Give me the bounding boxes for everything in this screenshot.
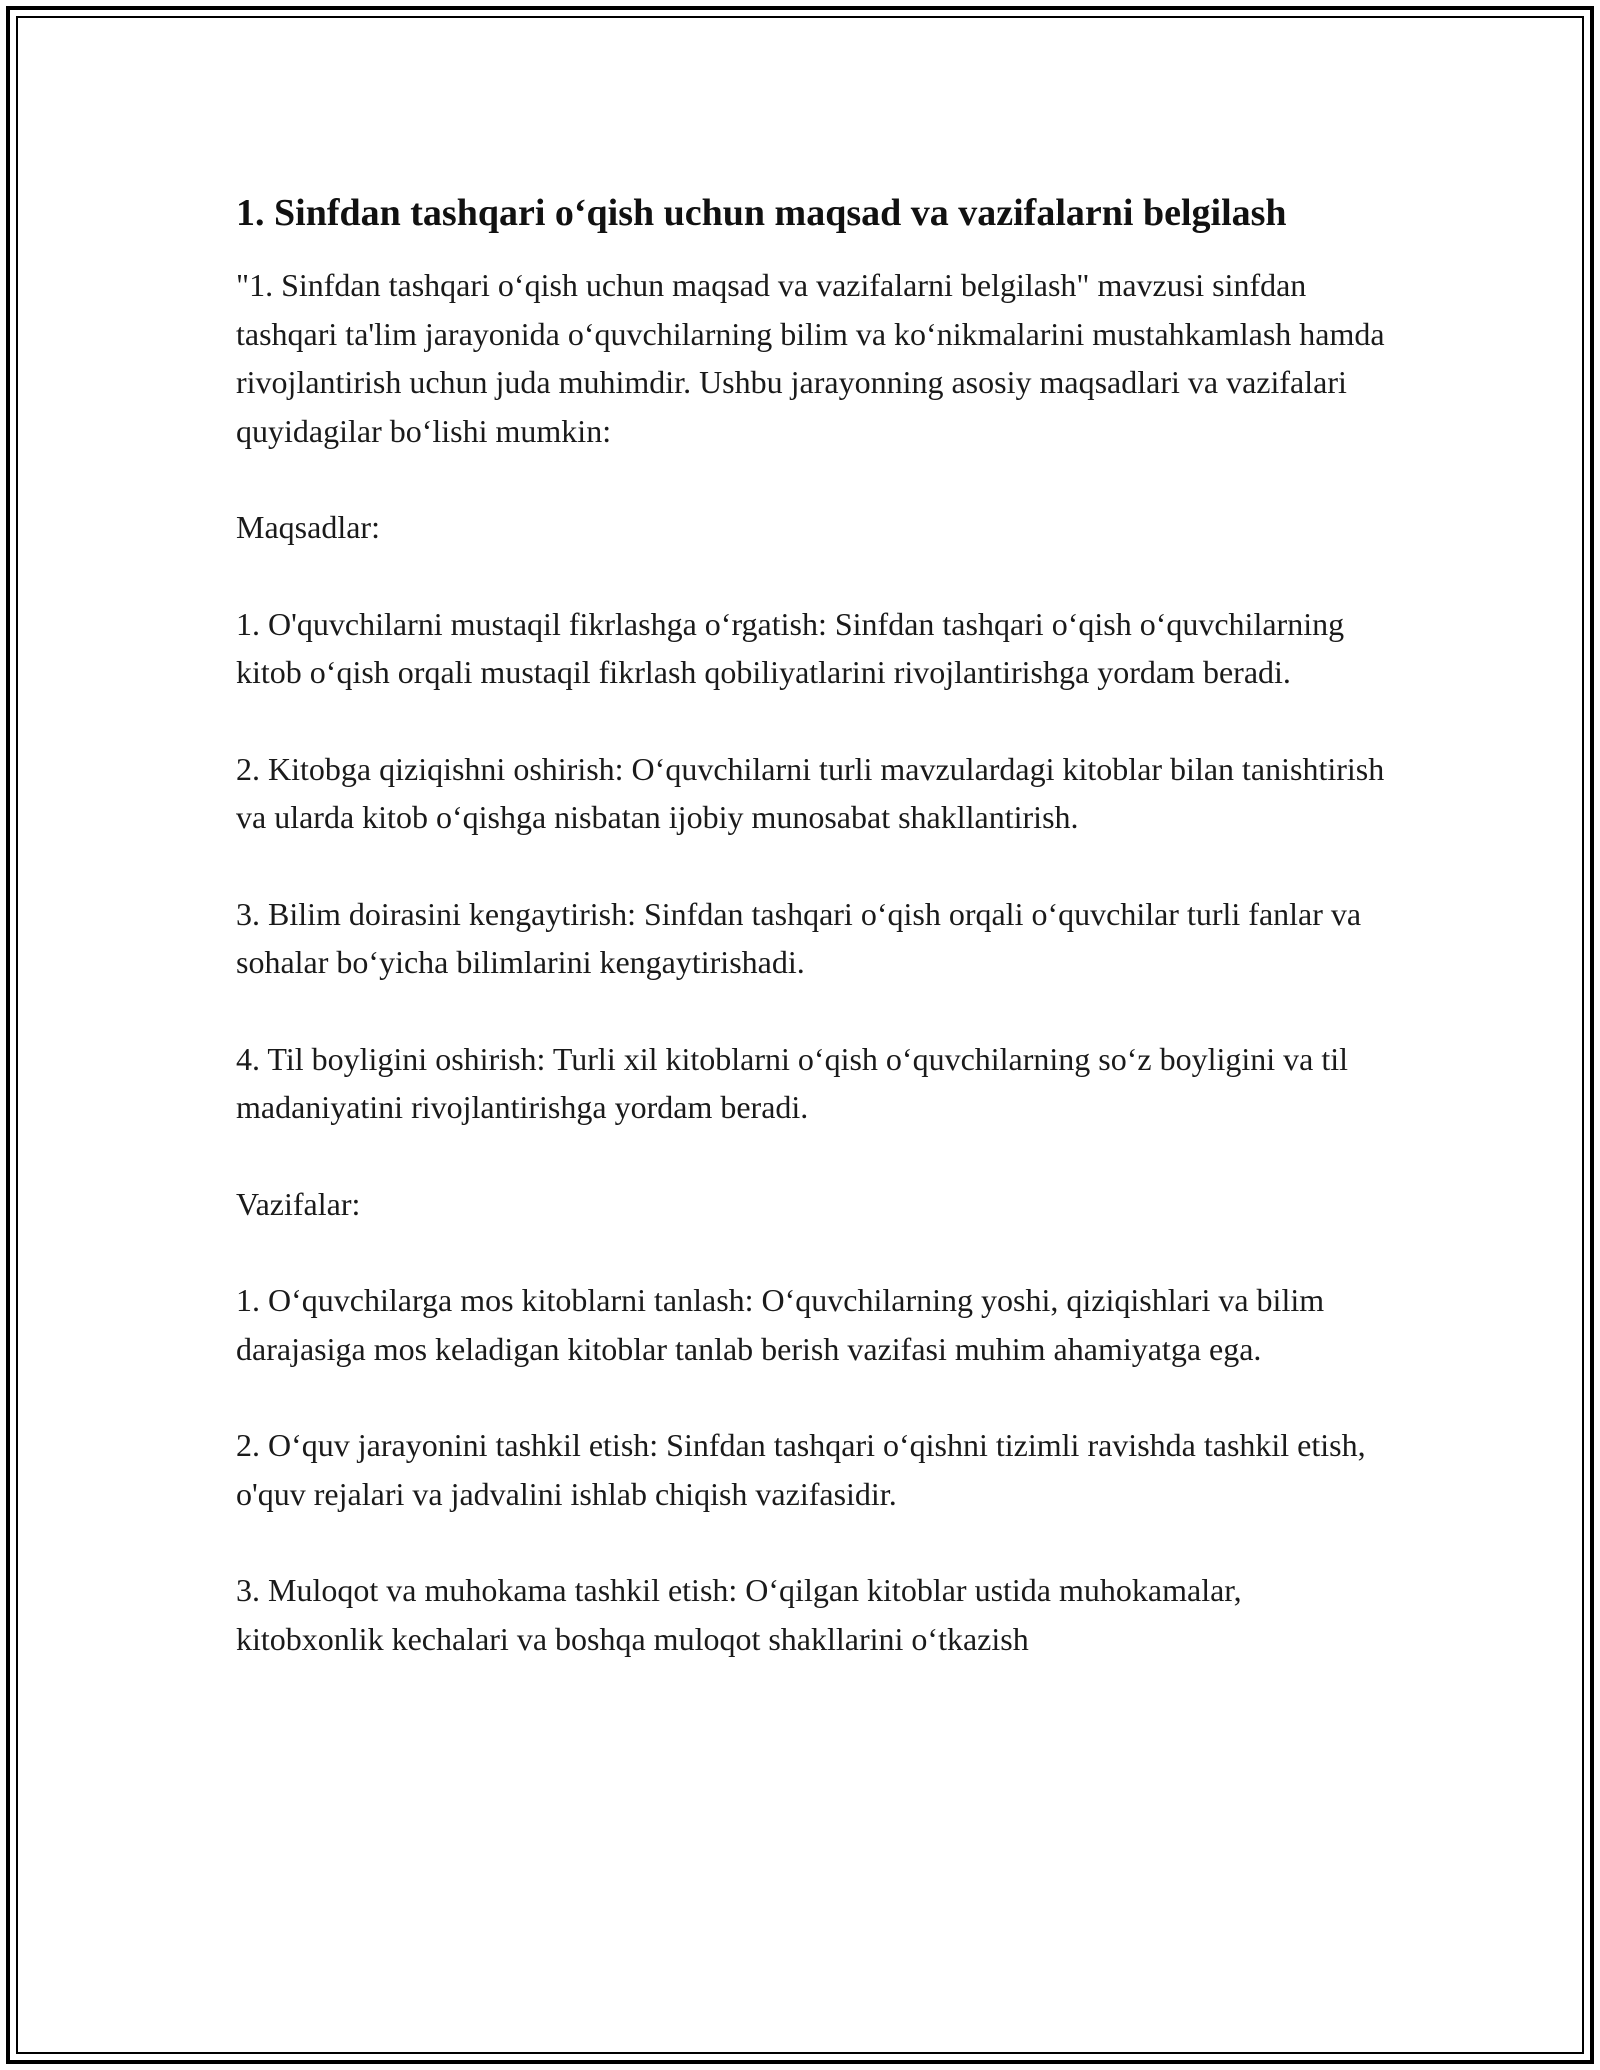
document-page [236,186,1386,1711]
section-heading-tasks: Vazifalar: [236,1185,361,1222]
goal-item-4: 4. Til boyligini oshirish: Turli xil kitoblarni o‘qish o‘quvchilarning so‘z boyligini va til madaniyatini rivojlantirishga yordam beradi. [236,1040,1349,1125]
intro-paragraph: "1. Sinfdan tashqari o‘qish uchun maqsad va vazifalarni belgilash" mavzusi sinfdan tashqari ta'lim jarayonida o‘quvchilarning bilim va ko‘nikmalarini mustahkamlash hamda rivojlantirish uchun juda muhimdir. Ushbu jarayonning asosiy maqsadlari va vazifalari quyidagilar bo‘lishi mumkin: [236,267,1385,449]
section-heading-goals: Maqsadlar: [236,509,380,545]
goal-item-1: 1. O'quvchilarni mustaqil fikrlashga o‘rgatish: Sinfdan tashqari o‘qish o‘quvchilarning kitob o‘qish orqali mustaqil fikrlash qobiliyatlarini rivojlantirishga yordam beradi. [236,605,1345,690]
goal-item-2: 2. Kitobga qiziqishni oshirish: O‘quvchilarni turli mavzulardagi kitoblar bilan tanishtirish va ularda kitob o‘qishga nisbatan ijobiy munosabat shakllantirish. [236,750,1385,835]
document-title: 1. Sinfdan tashqari o‘qish uchun maqsad va vazifalarni belgilash [236,192,1287,234]
task-item-1: 1. O‘quvchilarga mos kitoblarni tanlash: O‘quvchilarning yoshi, qiziqishlari va bilim darajasiga mos keladigan kitoblar tanlab berish vazifasi muhim ahamiyatga ega. [236,1282,1325,1367]
goal-item-3: 3. Bilim doirasini kengaytirish: Sinfdan tashqari o‘qish orqali o‘quvchilar turli fanlar va sohalar bo‘yicha bilimlarini kengaytirishadi. [236,895,1362,980]
task-item-2: 2. O‘quv jarayonini tashkil etish: Sinfdan tashqari o‘qishni tizimli ravishda tashkil etish, o'quv rejalari va jadvalini ishlab chiqish vazifasidir. [236,1427,1366,1512]
task-item-3: 3. Muloqot va muhokama tashkil etish: O‘qilgan kitoblar ustida muhokamalar, kitobxonlik kechalari va boshqa muloqot shakllarini o‘tkazish [236,1572,1242,1657]
